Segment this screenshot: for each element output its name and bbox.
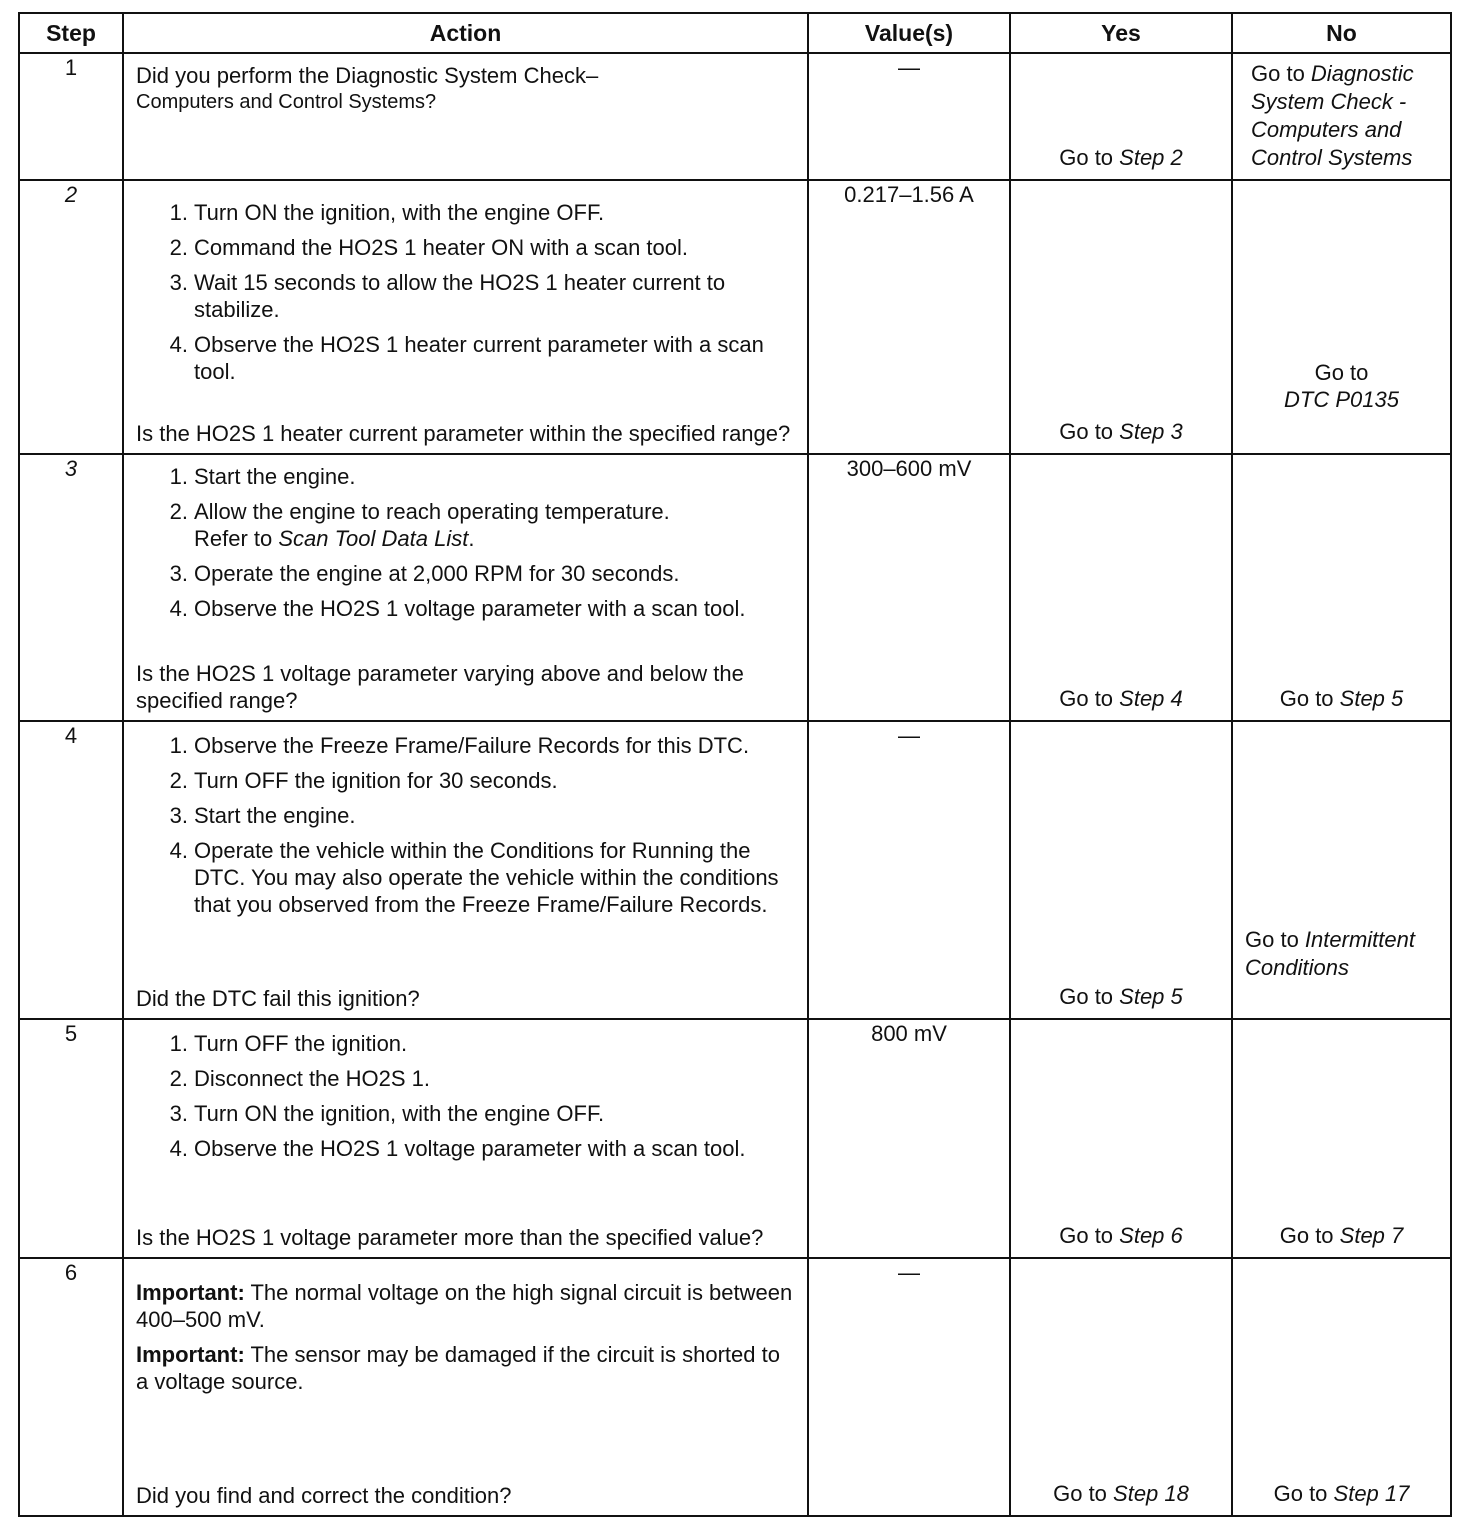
step-number: 4 [19, 721, 123, 1019]
yes-link[interactable] [1011, 983, 1231, 1010]
yes-cell [1010, 721, 1232, 1019]
action-cell [123, 53, 808, 180]
no-cell [1232, 1019, 1451, 1258]
yes-prefix: Go to [1059, 1223, 1120, 1248]
list-item: 3. Operate the engine at 2,000 RPM for 30 seconds. [169, 561, 680, 586]
list-item: 1. Turn OFF the ignition. [169, 1031, 408, 1056]
no-cell [1232, 53, 1451, 180]
question: Did you find and correct the condition? [136, 1483, 512, 1508]
list-item: 2. Turn OFF the ignition for 30 seconds. [169, 768, 558, 793]
step-number: 3 [19, 454, 123, 721]
list-item: 4. Operate the vehicle within the Conditions for Running the DTC. You may also operate the vehicle within the conditions that you observed from the Freeze Frame/Failure Records. [169, 838, 779, 917]
value-cell: 800 mV [808, 1019, 1010, 1258]
important-note-2: Important: The sensor may be damaged if the circuit is shorted to a voltage source. [136, 1342, 780, 1394]
no-link[interactable] [1233, 685, 1450, 712]
list-item: 4. Observe the HO2S 1 heater current parameter with a scan tool. [169, 332, 764, 384]
no-target: Step 7 [1339, 1223, 1404, 1248]
header-no: No [1232, 13, 1451, 53]
value-cell: 300–600 mV [808, 454, 1010, 721]
no-target: Intermittent Conditions [1245, 927, 1415, 980]
list-item: 1. Observe the Freeze Frame/Failure Records for this DTC. [169, 733, 750, 758]
step-number: 6 [19, 1258, 123, 1516]
no-target: Step 17 [1333, 1481, 1410, 1506]
value-cell: — [808, 53, 1010, 180]
yes-link[interactable] [1011, 418, 1231, 445]
list-item: 3. Wait 15 seconds to allow the HO2S 1 heater current to stabilize. [169, 270, 726, 322]
header-yes: Yes [1010, 13, 1232, 53]
no-prefix: Go to [1273, 1481, 1334, 1506]
yes-target: Step 4 [1119, 686, 1183, 711]
value-cell: — [808, 721, 1010, 1019]
table-row-step-1 [19, 53, 1451, 180]
list-item: 2. Disconnect the HO2S 1. [169, 1066, 431, 1091]
list-item: 1. Turn ON the ignition, with the engine OFF. [169, 200, 605, 225]
yes-link[interactable] [1011, 685, 1231, 712]
instruction-list [136, 199, 795, 385]
yes-target: Step 18 [1113, 1481, 1189, 1506]
important-note-1: Important: The normal voltage on the high signal circuit is between 400–500 mV. [136, 1280, 793, 1332]
yes-target: Step 5 [1119, 984, 1183, 1009]
header-action: Action [123, 13, 808, 53]
no-link[interactable] [1233, 1222, 1450, 1249]
table-row-step-2 [19, 180, 1451, 454]
list-item: 1. Start the engine. [169, 464, 356, 489]
no-prefix: Go to [1279, 686, 1340, 711]
action-cell [123, 454, 808, 721]
yes-target: Step 2 [1119, 145, 1183, 170]
yes-prefix: Go to [1059, 145, 1120, 170]
instruction-list [136, 463, 795, 622]
yes-cell [1010, 1258, 1232, 1516]
question: Is the HO2S 1 heater current parameter within the specified range? [136, 421, 791, 446]
yes-link[interactable] [1011, 144, 1231, 171]
action-cell [123, 721, 808, 1019]
question: Is the HO2S 1 voltage parameter more than the specified value? [136, 1225, 764, 1250]
step-number: 5 [19, 1019, 123, 1258]
list-item: 2. Allow the engine to reach operating temperature. Refer to Scan Tool Data List. [169, 499, 670, 551]
question: Did the DTC fail this ignition? [136, 986, 420, 1011]
action-cell [123, 1019, 808, 1258]
yes-prefix: Go to [1053, 1481, 1114, 1506]
no-prefix: Go to [1314, 360, 1369, 385]
table-row-step-3 [19, 454, 1451, 721]
list-item: 3. Turn ON the ignition, with the engine OFF. [169, 1101, 605, 1126]
yes-target: Step 6 [1119, 1223, 1183, 1248]
list-item: 4. Observe the HO2S 1 voltage parameter with a scan tool. [169, 596, 746, 621]
yes-link[interactable] [1011, 1222, 1231, 1249]
no-prefix: Go to [1245, 927, 1305, 952]
yes-cell [1010, 454, 1232, 721]
list-item: 2. Command the HO2S 1 heater ON with a scan tool. [169, 235, 689, 260]
question: Is the HO2S 1 voltage parameter varying above and below the specified range? [136, 661, 744, 713]
list-item: 4. Observe the HO2S 1 voltage parameter with a scan tool. [169, 1136, 746, 1161]
yes-link[interactable] [1011, 1480, 1231, 1507]
yes-prefix: Go to [1059, 686, 1120, 711]
value-cell: 0.217–1.56 A [808, 180, 1010, 454]
header-step: Step [19, 13, 123, 53]
no-cell [1232, 180, 1451, 454]
no-target: Step 5 [1339, 686, 1404, 711]
table-row-step-5 [19, 1019, 1451, 1258]
no-prefix: Go to [1279, 1223, 1340, 1248]
no-cell [1232, 1258, 1451, 1516]
table-row-step-6 [19, 1258, 1451, 1516]
diagnostic-table [18, 12, 1452, 1517]
yes-target: Step 3 [1119, 419, 1183, 444]
yes-prefix: Go to [1059, 419, 1120, 444]
no-cell [1232, 721, 1451, 1019]
no-link[interactable] [1233, 54, 1450, 172]
no-link[interactable] [1233, 1480, 1450, 1507]
no-prefix: Go to [1251, 61, 1311, 86]
instruction-list [136, 1030, 795, 1162]
yes-cell [1010, 180, 1232, 454]
step-number: 1 [19, 53, 123, 180]
no-cell [1232, 454, 1451, 721]
header-values: Value(s) [808, 13, 1010, 53]
table-row-step-4 [19, 721, 1451, 1019]
value-cell: — [808, 1258, 1010, 1516]
instruction-list [136, 732, 795, 918]
header-row [19, 13, 1451, 53]
question-line-2: Computers and Control Systems? [136, 91, 437, 113]
step-number: 2 [19, 180, 123, 454]
action-cell [123, 1258, 808, 1516]
yes-prefix: Go to [1059, 984, 1120, 1009]
no-target: Diagnostic System Check - Computers and Control Systems [1251, 61, 1414, 170]
question-line-1: Did you perform the Diagnostic System Check– [136, 63, 599, 88]
action-cell [123, 180, 808, 454]
no-link[interactable] [1233, 359, 1450, 413]
yes-cell [1010, 53, 1232, 180]
no-target: DTC P0135 [1284, 387, 1399, 412]
no-link[interactable] [1245, 926, 1444, 982]
yes-cell [1010, 1019, 1232, 1258]
list-item: 3. Start the engine. [169, 803, 356, 828]
